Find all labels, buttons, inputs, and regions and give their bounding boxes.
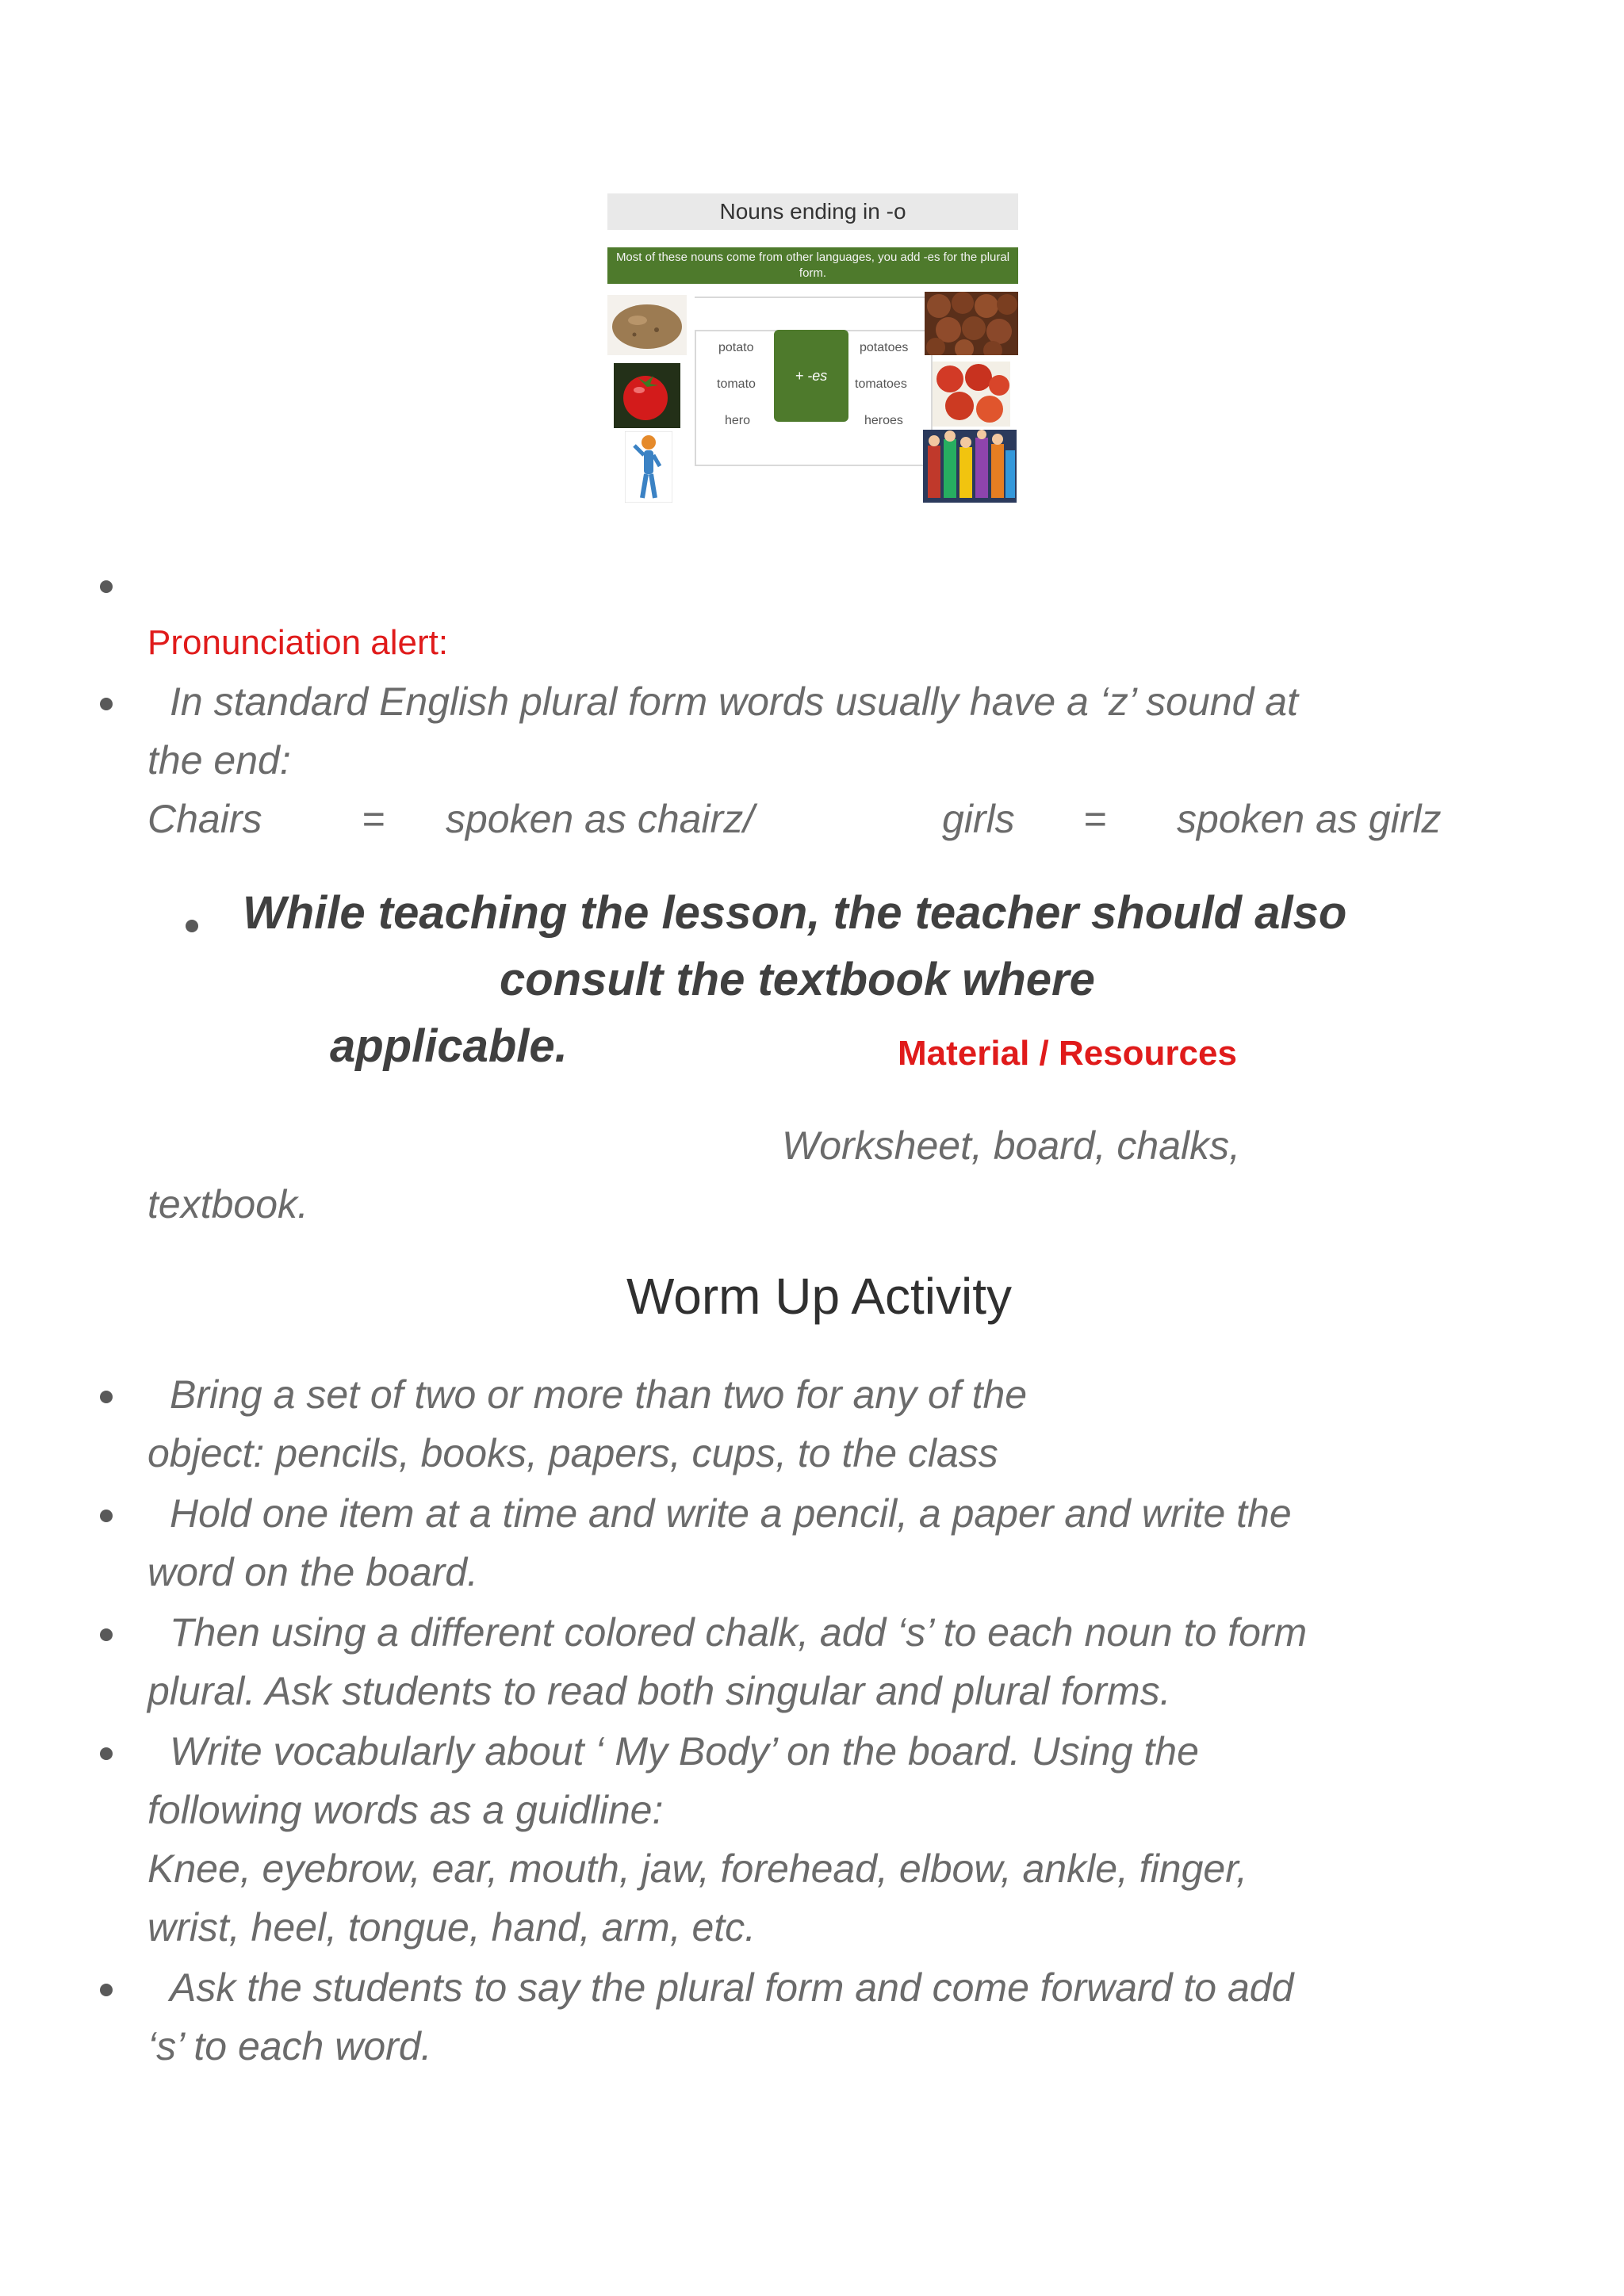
heroes-image [923,430,1017,503]
tomatoes-image [933,362,1010,427]
bullet [100,1391,113,1403]
warmup-item-line: Hold one item at a time and write a pencil, a paper and write the [170,1491,1292,1536]
potatoes-image [925,292,1018,355]
example-word: girls [942,797,1015,841]
warmup-item-line: wrist, heel, tongue, hand, arm, etc. [147,1905,756,1950]
materials-heading: Material / Resources [898,1034,1237,1073]
bullet [100,1984,113,1996]
bullet [100,1628,113,1641]
tomato-image [614,363,680,428]
plural-word: heroes [864,414,903,427]
warmup-item-line: following words as a guidline: [147,1788,664,1832]
bullet [100,698,113,710]
warmup-item-line: plural. Ask students to read both singular and plural forms. [147,1669,1171,1713]
singular-word: hero [725,414,751,427]
warmup-item-line: word on the board. [147,1550,478,1594]
materials-text-line: textbook. [147,1182,308,1226]
nouns-ending-in-o-figure [607,193,1018,503]
bullet [100,1747,113,1760]
bullet [100,580,113,593]
warmup-item-line: Bring a set of two or more than two for any of the [170,1372,1028,1417]
figure-note: Most of these nouns come from other languages, you add -es for the plural form. [607,247,1018,284]
warmup-item-line: Ask the students to say the plural form and come forward to add [170,1965,1294,2010]
example-equals: = [1083,797,1107,841]
teacher-note-line: consult the textbook where [500,954,1095,1005]
bullet [186,920,198,932]
warmup-item-line: Write vocabularly about ‘ My Body’ on the board. Using the [170,1729,1199,1774]
figure-title: Nouns ending in -o [607,193,1018,230]
materials-text-line: Worksheet, board, chalks, [782,1123,1241,1168]
singular-word: tomato [717,377,756,391]
example-word: Chairs [147,797,262,841]
example-spoken: spoken as girlz [1177,797,1442,841]
warmup-heading: Worm Up Activity [626,1268,1012,1325]
warmup-item-line: object: pencils, books, papers, cups, to the class [147,1431,998,1475]
plural-word: potatoes [860,341,909,354]
bullet [100,1510,113,1522]
pronunciation-heading: Pronunciation alert: [147,623,449,662]
hero-image [625,431,672,503]
teacher-note-line: applicable. [330,1020,568,1072]
plus-es-operator: + -es [774,330,848,422]
figure-divider [695,297,933,298]
plural-word: tomatoes [855,377,907,391]
pronunciation-text-line: the end: [147,738,291,783]
pronunciation-text-line: In standard English plural form words usually have a ‘z’ sound at [170,679,1298,724]
example-spoken: spoken as chairz/ [446,797,755,841]
teacher-note-line: While teaching the lesson, the teacher should also [243,887,1347,939]
warmup-item-line: Then using a different colored chalk, add ‘s’ to each noun to form [170,1610,1308,1655]
example-equals: = [362,797,385,841]
potato-image [607,295,687,355]
warmup-item-line: ‘s’ to each word. [147,2024,432,2068]
warmup-item-line: Knee, eyebrow, ear, mouth, jaw, forehead, elbow, ankle, finger, [147,1846,1248,1891]
singular-word: potato [718,341,754,354]
